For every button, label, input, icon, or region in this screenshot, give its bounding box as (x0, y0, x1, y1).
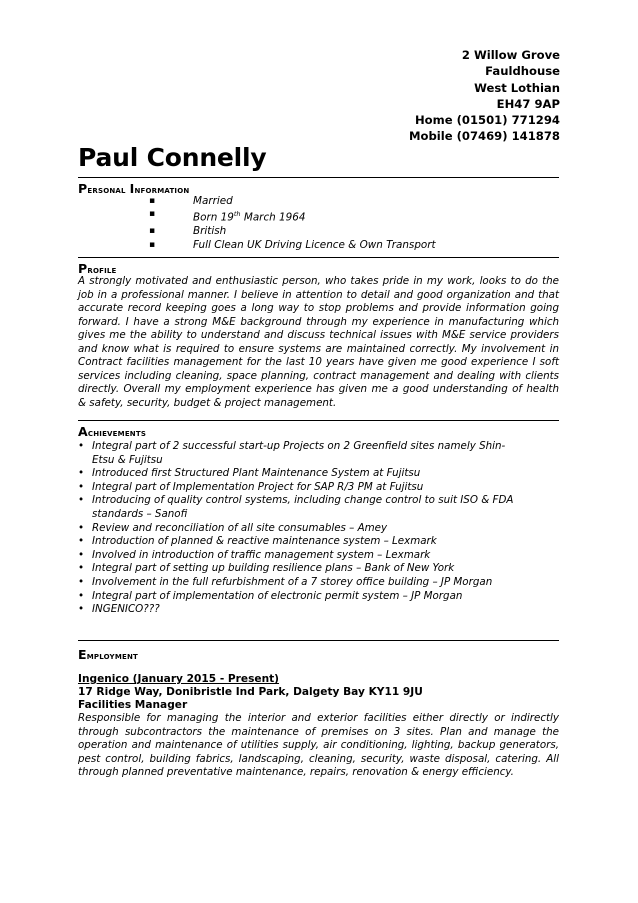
list-item: • Introducing of quality control systems, including change control to suit ISO & FDA standards – Sanofi (78, 494, 559, 521)
list-item: ▪ Full Clean UK Driving Licence & Own Transport (149, 239, 436, 252)
achievements-list (78, 440, 559, 617)
list-item: • Integral part of 2 successful start-up Projects on 2 Greenfield sites namely Shin- Etsu & Fujitsu (78, 440, 559, 467)
personal-info-heading: Personal Information (78, 181, 190, 196)
home-phone: Home (01501) 771294 (414, 113, 560, 128)
list-item: • Integral part of Implementation Project for SAP R/3 PM at Fujitsu (78, 481, 559, 495)
address-line: West Lothian (474, 80, 560, 95)
list-item: • Integral part of setting up building resilience plans – Bank of New York (78, 562, 559, 576)
address-line: EH47 9AP (496, 96, 560, 111)
employment-heading: Employment (78, 647, 139, 662)
personal-info-list (149, 195, 436, 252)
list-item: • Involved in introduction of traffic management system – Lexmark (78, 549, 559, 563)
profile-text: A strongly motivated and enthusiastic person, who takes pride in my work, looks to do the job in a professional manner. I believe in attention to detail and good organization and that accurate record keeping goes a long way to stop problems and provide information going forward. I have a strong M&E background through my experience in manufacturing which gives me the ability to understand and discuss technical issues with M&E service providers and know what is required to ensure systems are maintained correctly. My involvement in Contract facilities management for the last 10 years have given me good experience I soft services including cleaning, space planning, contract management and dealing with clients directly. Overall my employment experience has given me a good understanding of health & safety, security, budget & project management. (78, 275, 559, 409)
divider (78, 257, 559, 258)
list-item: • Review and reconciliation of all site consumables – Amey (78, 522, 559, 536)
list-item: • INGENICO??? (78, 603, 559, 617)
job-title: Facilities Manager (78, 699, 188, 711)
address-block (409, 47, 560, 145)
list-item: • Integral part of implementation of electronic permit system – JP Morgan (78, 590, 559, 604)
address-line: Fauldhouse (485, 64, 560, 79)
job-address: 17 Ridge Way, Donibristle Ind Park, Dalgety Bay KY11 9JU (78, 686, 423, 698)
candidate-name: Paul Connelly (78, 143, 267, 172)
job-description: Responsible for managing the interior and exterior facilities either directly or indirectly through subcontractors the maintenance of premises on 3 sites. Plan and manage the operation and maintenance of utilities supply, air conditioning, lighting, backup generators, pest control, building fabrics, landscaping, cleaning, security, waste disposal, catering. All through planned preventative maintenance, repairs, renovation & energy efficiency. (78, 712, 559, 778)
list-item: • Introduction of planned & reactive maintenance system – Lexmark (78, 535, 559, 549)
list-item: • Involvement in the full refurbishment of a 7 storey office building – JP Morgan (78, 576, 559, 590)
divider (78, 420, 559, 421)
list-item: • Introduced first Structured Plant Maintenance System at Fujitsu (78, 467, 559, 481)
list-item: ▪ British (149, 225, 436, 238)
achievements-heading: Achievements (78, 424, 147, 439)
job-company: Ingenico (January 2015 - Present) (78, 673, 280, 685)
profile-heading: Profile (78, 261, 117, 276)
list-item: ▪ Married (149, 195, 436, 208)
divider (78, 177, 559, 178)
mobile-phone: Mobile (07469) 141878 (408, 129, 560, 144)
address-line: 2 Willow Grove (461, 48, 560, 62)
list-item: ▪ Born 19th March 1964 (149, 208, 436, 225)
divider (78, 640, 559, 641)
